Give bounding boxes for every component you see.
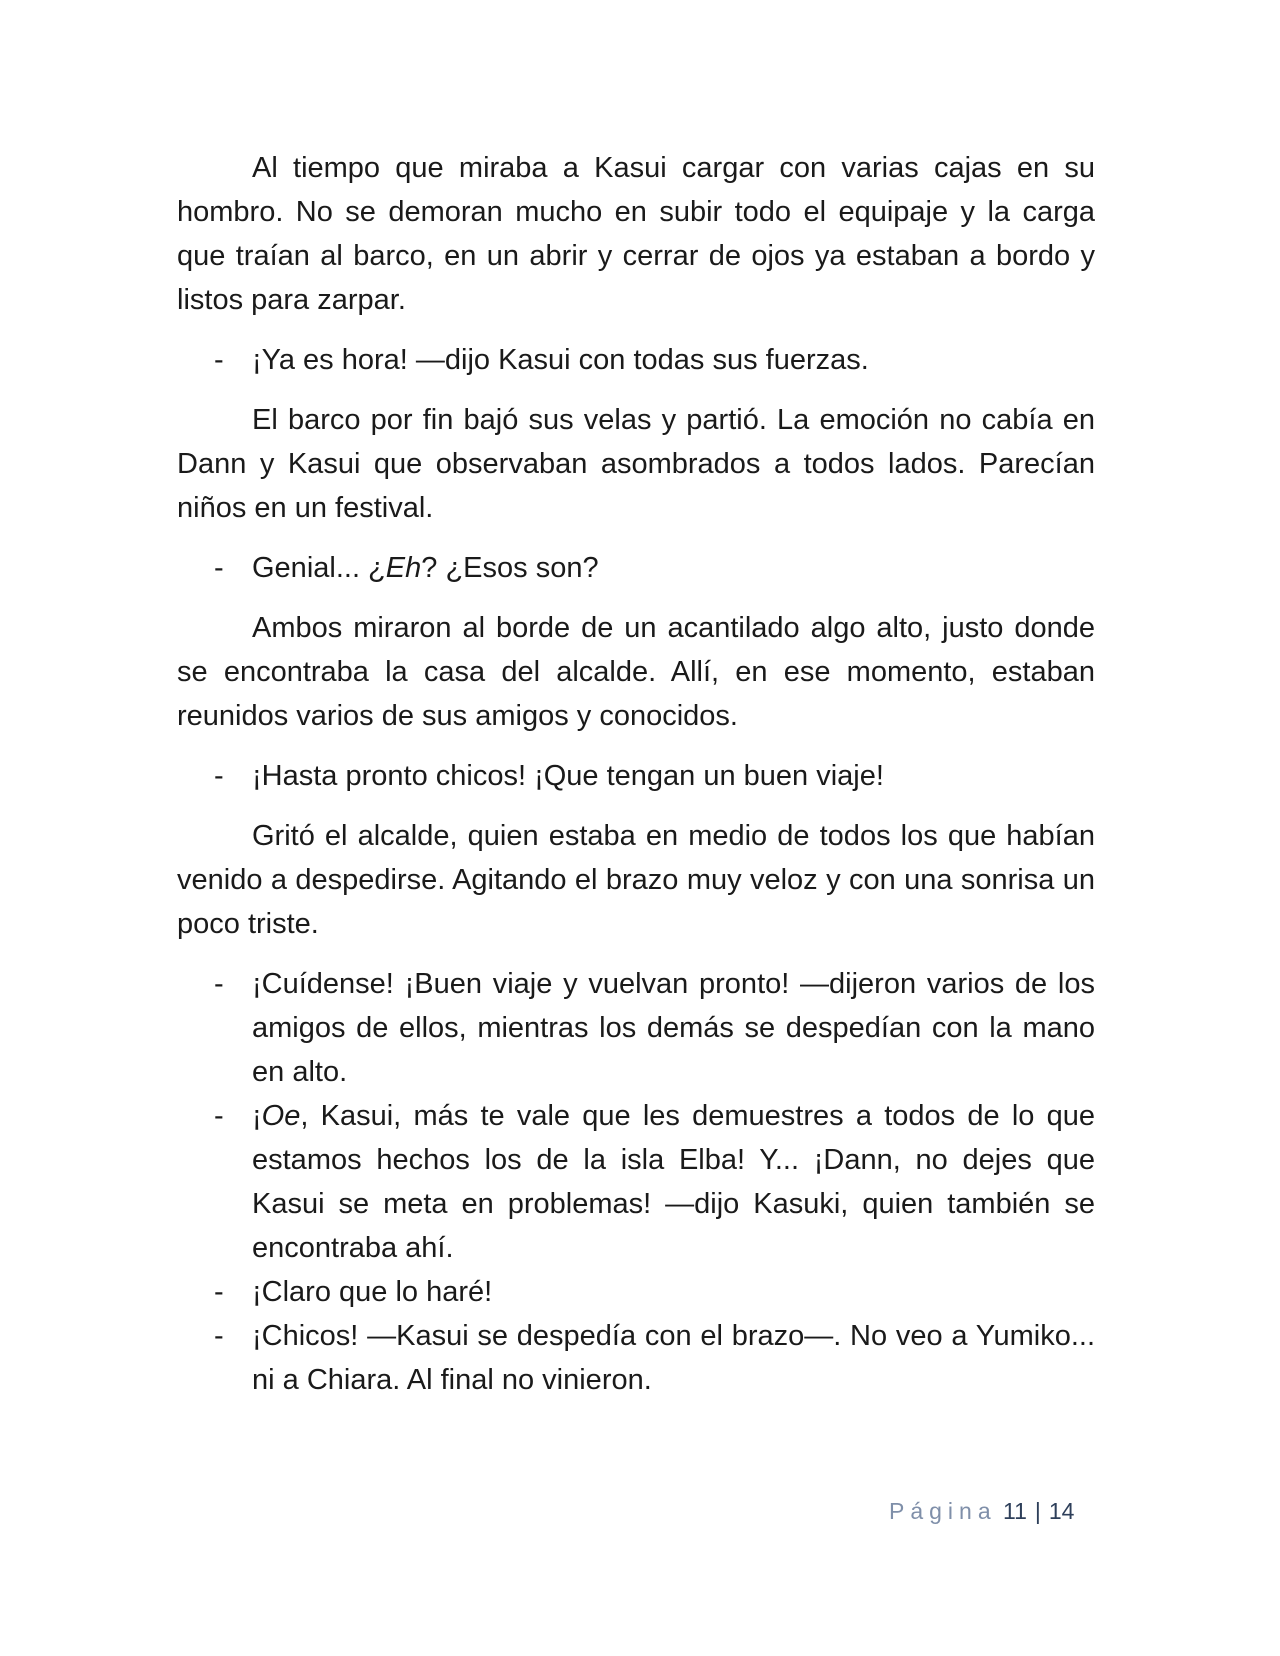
dialogue-text: , Kasui, más te vale que les demuestres a todos de lo que estamos hechos los de la isla Elba! Y... ¡Dann, no dejes que Kasui se meta en problemas! —dijo Kasuki, quien también se encontraba ahí. bbox=[252, 1100, 1095, 1264]
page-total: 14 bbox=[1048, 1498, 1075, 1524]
dialogue-dash: - bbox=[214, 552, 224, 584]
dialogue-line bbox=[177, 1270, 1095, 1314]
dialogue-dash: - bbox=[214, 344, 224, 376]
page-separator: | bbox=[1034, 1498, 1041, 1524]
dialogue-line bbox=[177, 546, 1095, 590]
dialogue-text: Genial... ¿ bbox=[252, 552, 386, 584]
paragraph: Al tiempo que miraba a Kasui cargar con varias cajas en su hombro. No se demoran mucho en subir todo el equipaje y la carga que traían al barco, en un abrir y cerrar de ojos ya estaban a bordo y listos para zarpar. bbox=[177, 152, 1095, 316]
dialogue-dash: - bbox=[214, 1320, 224, 1352]
paragraph: Ambos miraron al borde de un acantilado algo alto, justo donde se encontraba la casa del alcalde. Allí, en ese momento, estaban reunidos varios de sus amigos y conocidos. bbox=[177, 612, 1095, 732]
dialogue-text: ¡Ya es hora! —dijo Kasui con todas sus fuerzas. bbox=[252, 344, 869, 376]
page-body bbox=[177, 146, 1095, 1402]
dialogue-text: ¡Cuídense! ¡Buen viaje y vuelvan pronto! —dijeron varios de los amigos de ellos, mientras los demás se despedían con la mano en alto. bbox=[252, 968, 1095, 1088]
paragraph: El barco por fin bajó sus velas y partió. La emoción no cabía en Dann y Kasui que observaban asombrados a todos lados. Parecían niños en un festival. bbox=[177, 404, 1095, 524]
dialogue-line bbox=[177, 338, 1095, 382]
dialogue-text: ¡Chicos! —Kasui se despedía con el brazo—. No veo a Yumiko... ni a Chiara. Al final no vinieron. bbox=[252, 1320, 1095, 1396]
page-label: Página bbox=[889, 1498, 997, 1524]
dialogue-text: ? ¿Esos son? bbox=[421, 552, 599, 584]
dialogue-text: ¡Claro que lo haré! bbox=[252, 1276, 493, 1308]
dialogue-italic: Oe bbox=[261, 1100, 301, 1132]
dialogue-dash: - bbox=[214, 968, 224, 1000]
dialogue-line bbox=[177, 754, 1095, 798]
paragraph: Gritó el alcalde, quien estaba en medio de todos los que habían venido a despedirse. Agitando el brazo muy veloz y con una sonrisa un poco triste. bbox=[177, 820, 1095, 940]
page-number: 11 bbox=[1003, 1498, 1027, 1524]
dialogue-italic: Eh bbox=[385, 552, 422, 584]
dialogue-line bbox=[177, 962, 1095, 1094]
dialogue-line bbox=[177, 1314, 1095, 1402]
page-footer bbox=[889, 1496, 1074, 1526]
dialogue-dash: - bbox=[214, 1276, 224, 1308]
dialogue-dash: - bbox=[214, 760, 224, 792]
dialogue-text: ¡ bbox=[252, 1100, 262, 1132]
dialogue-text: ¡Hasta pronto chicos! ¡Que tengan un buen viaje! bbox=[252, 760, 884, 792]
dialogue-line bbox=[177, 1094, 1095, 1270]
dialogue-dash: - bbox=[214, 1100, 224, 1132]
